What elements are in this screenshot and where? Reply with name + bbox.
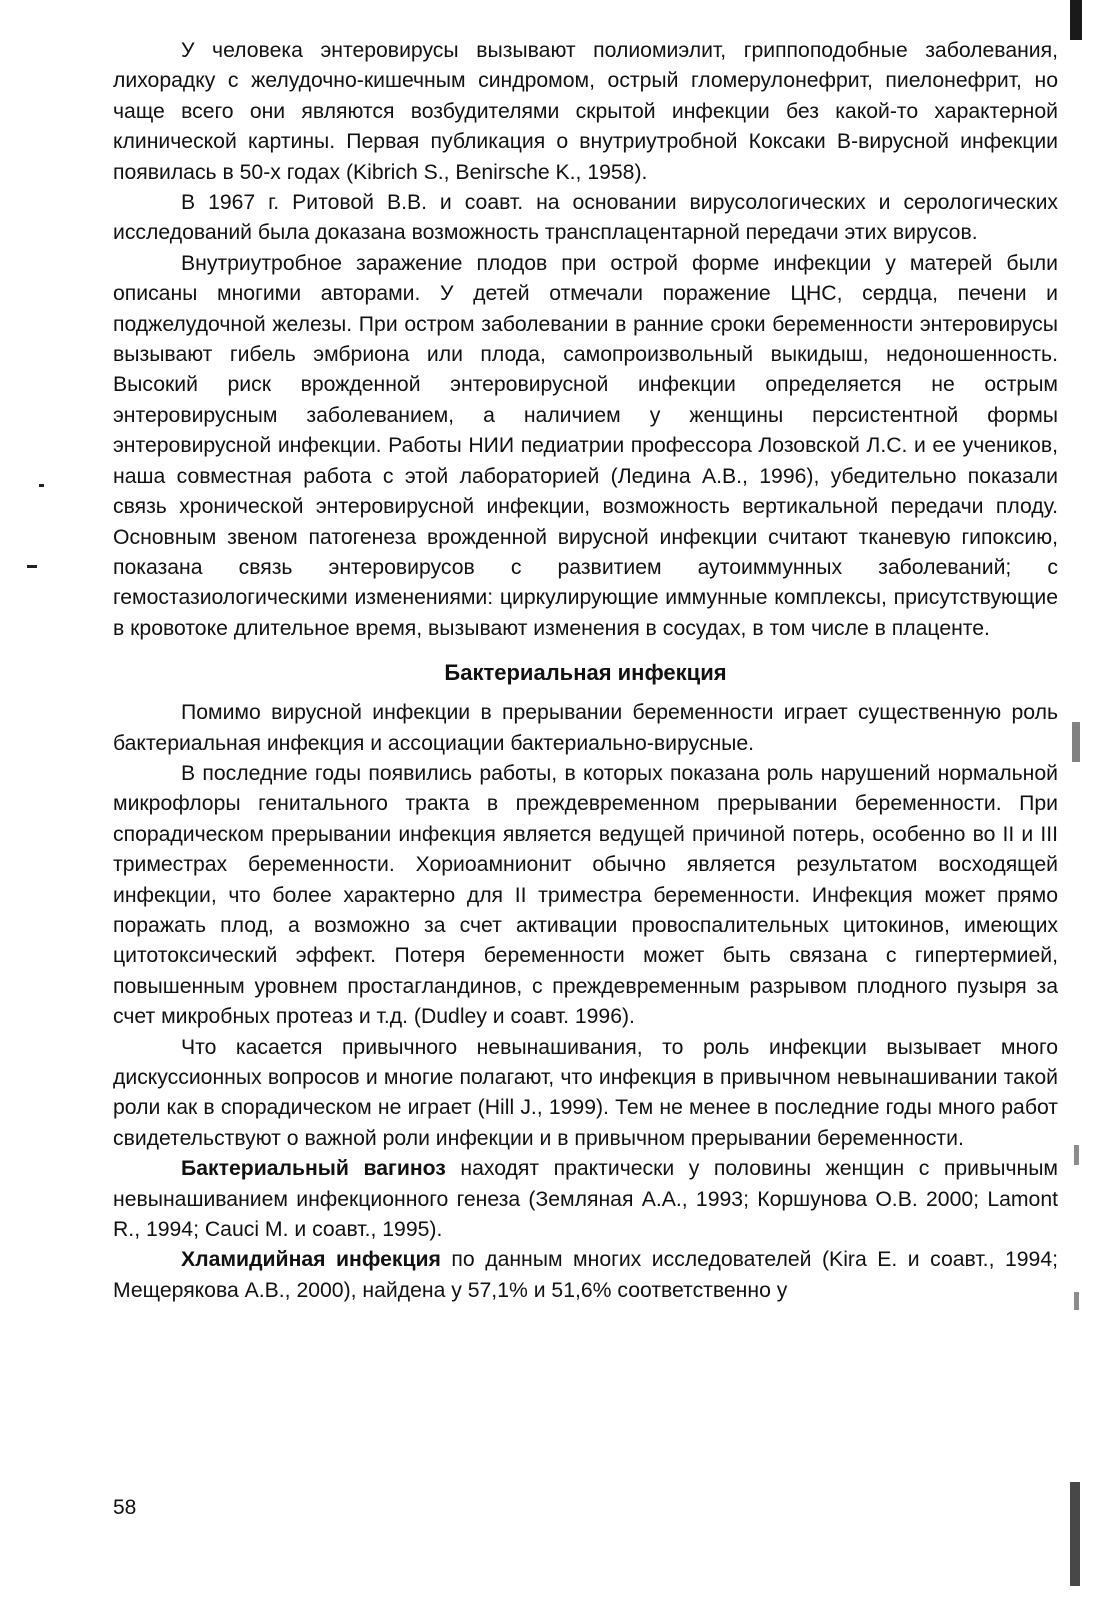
paragraph-intrauterine-infection: Внутриутробное заражение плодов при острой форме инфекции у матерей были описаны многими авторами. У детей отмечали поражение ЦНС, сердца, печени и поджелудочной железы. При остром заболевании в ранние сроки беременности энтеровирусы вызывают гибель эмбриона или плода, самопроизвольный выкидыш, недоношенность. Высокий риск врожденной энтеровирусной инфекции определяется не острым энтеровирусным заболеванием, а наличием у женщины персистентной формы энтеровирусной инфекции. Работы НИИ педиатрии профессора Лозовской Л.С. и ее учеников, наша совместная работа с этой лабораторией (Ледина А.В., 1996), убедительно показали связь хронической энтеровирусной инфекции, возможность вертикальной передачи плоду. Основным звеном патогенеза врожденной вирусной инфекции считают тканевую гипоксию, показана связь энтеровирусов с развитием аутоиммунных заболеваний; с гемостазиологическими изменениями: циркулирующие иммунные комплексы, присутствующие в кровотоке длительное время, вызывают изменения в сосудах, в том числе в плаценте.: [113, 251, 1058, 640]
paragraph-bacterial-vaginosis: [113, 1154, 1058, 1245]
scan-stray-mark-1: [39, 484, 44, 487]
text-bacterial-vaginosis: находят практически у половины женщин с привычным невынашиванием инфекционного генеза (Земляная А.А., 1993; Коршунова О.В. 2000; Lamont R., 1994; Cauci M. и соавт., 1995).: [113, 1157, 1058, 1242]
scan-edge-mark-bottom: [1070, 1482, 1080, 1586]
paragraph-microflora: В последние годы появились работы, в которых показана роль нарушений нормальной микрофлоры генитального тракта в преждевременном прерывании беременности. При спорадическом прерывании инфекция является ведущей причиной потерь, особенно во II и III триместрах беременности. Хориоамнионит обычно является результатом восходящей инфекции, что более характерно для II триместра беременности. Инфекция может прямо поражать плод, а возможно за счет активации провоспалительных цитокинов, имеющих цитотоксический эффект. Потеря беременности может быть связана с гипертермией, повышенным уровнем простагландинов, с преждевременным разрывом плодного пузыря за счет микробных протеаз и т.д. (Dudley и соавт. 1996).: [113, 761, 1058, 1029]
scan-edge-mark-lower: [1074, 1145, 1079, 1165]
document-page: [113, 36, 1058, 1306]
term-chlamydia: Хламидийная инфекция: [181, 1248, 441, 1272]
paragraph-bacterial-role: Помимо вирусной инфекции в прерывании беременности играет существенную роль бактериальная инфекция и ассоциации бактериально-вирусные.: [113, 701, 1058, 755]
text-chlamydia: по данным многих исследователей (Kira E. и соавт., 1994; Мещерякова А.В., 2000), найдена у 57,1% и 51,6% соответственно у: [113, 1248, 1058, 1302]
term-bacterial-vaginosis: Бактериальный вагиноз: [181, 1157, 446, 1181]
paragraph-chlamydia: [113, 1245, 1058, 1306]
paragraph-habitual-miscarriage: Что касается привычного невынашивания, то роль инфекции вызывает много дискуссионных вопросов и многие полагают, что инфекция в привычном невынашивании такой роли как в спорадическом не играет (Hill J., 1999). Тем не менее в последние годы много работ свидетельствуют о важной роли инфекции и в привычном прерывании беременности.: [113, 1035, 1058, 1150]
paragraph-enteroviruses-intro: У человека энтеровирусы вызывают полиомиэлит, гриппоподобные заболевания, лихорадку с желудочно-кишечным синдромом, острый гломерулонефрит, пиелонефрит, но чаще всего они являются возбудителями скрытой инфекции без какой-то характерной клинической картины. Первая публикация о внутриутробной Коксаки В-вирусной инфекции появилась в 50-х годах (Kibrich S., Benirsche K., 1958).: [113, 39, 1058, 184]
page-number: 58: [113, 1496, 137, 1519]
scan-edge-mark-middle: [1072, 722, 1080, 762]
section-heading: Бактериальная инфекция: [444, 660, 727, 686]
scan-edge-mark-lower-2: [1074, 1292, 1079, 1310]
paragraph-ritova-1967: В 1967 г. Ритовой В.В. и соавт. на основании вирусологических и серологических исследований была доказана возможность трансплацентарной передачи этих вирусов.: [113, 191, 1058, 245]
scan-edge-mark-top: [1070, 0, 1082, 40]
scan-stray-mark-2: [27, 565, 37, 568]
